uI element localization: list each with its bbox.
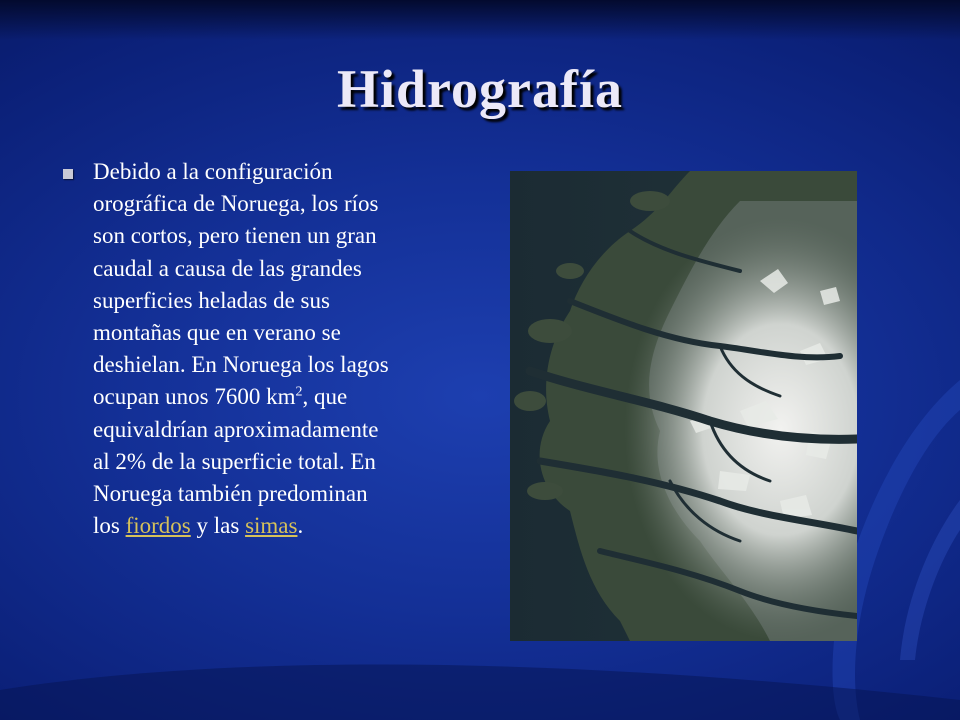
paragraph-text-part-3: y las	[190, 513, 246, 539]
bullet-paragraph	[93, 156, 393, 542]
superscript-2: 2	[295, 384, 303, 400]
link-simas[interactable]: simas	[245, 513, 298, 539]
slide-title: Hidrografía	[337, 59, 623, 119]
link-fiordos[interactable]: fiordos	[125, 513, 191, 539]
paragraph-text-part-1: Debido a la configuración orográfica de Noruega, los ríos son cortos, pero tienen un gran caudal a causa de las grandes superficies heladas de sus montañas que en verano se deshielan. En Noruega los lagos ocupan unos 7600 km	[93, 159, 389, 410]
square-bullet-icon	[63, 169, 73, 179]
paragraph-text-part-2: , que equivaldrían aproximadamente al 2% de la superficie total. En Noruega también predominan los	[93, 384, 379, 539]
bullet-list	[56, 156, 396, 542]
satellite-image-norway-fjords	[510, 171, 857, 641]
paragraph-text-part-4: .	[297, 513, 304, 539]
